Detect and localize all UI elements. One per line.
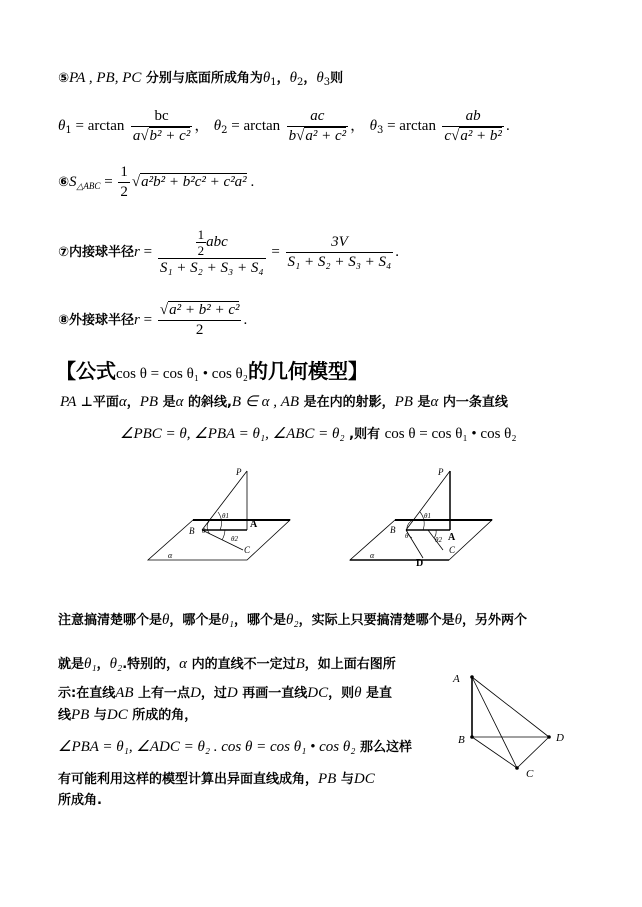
item8-line — [58, 298, 247, 343]
label-alpha: α — [370, 551, 375, 560]
r: r — [134, 244, 140, 260]
var: θ₂ — [109, 656, 123, 672]
var: θ — [454, 612, 462, 628]
theta: θ — [369, 118, 377, 134]
sub: 1 — [65, 125, 72, 136]
var: α — [179, 656, 188, 672]
theta: θ — [289, 70, 297, 86]
numerator: bc — [131, 107, 193, 127]
sep: ， — [276, 71, 290, 86]
sqrt-sign: √ — [131, 174, 141, 190]
label-A: A — [448, 532, 456, 543]
numerator: 3V — [286, 233, 394, 253]
var: DC — [307, 685, 329, 701]
numerator — [158, 227, 266, 259]
label-A: A — [453, 673, 460, 685]
numerator: ab — [442, 107, 504, 127]
var: PA — [60, 394, 77, 410]
angles: ∠PBC = θ, ∠PBA = θ₁, ∠ABC = θ₂ — [120, 426, 345, 442]
text: 是 — [412, 395, 431, 410]
label-alpha: α — [168, 551, 173, 560]
text: ，另外两个 — [462, 613, 528, 628]
sep: ， — [350, 118, 366, 134]
text: 就是 — [58, 657, 85, 672]
label-theta1: θ1 — [424, 512, 431, 520]
denominator: c√a² + b² — [444, 127, 502, 144]
fraction — [118, 163, 130, 202]
label-P: P — [236, 467, 242, 477]
figure-right — [340, 460, 520, 580]
item5-marker: ⑤ — [58, 71, 70, 86]
sep: ， — [194, 118, 210, 134]
text: ，过 — [200, 686, 227, 701]
radicand: a² + c² — [305, 127, 347, 144]
end: . — [505, 118, 510, 134]
fraction — [131, 107, 193, 146]
var: B — [295, 656, 305, 672]
text: 线 — [58, 708, 72, 723]
sub: 3 — [323, 77, 331, 88]
text: 的斜线, — [183, 395, 232, 410]
theta: θ — [316, 70, 324, 86]
S: S — [69, 174, 77, 190]
eq: = — [267, 244, 284, 260]
fraction — [158, 227, 266, 278]
denominator: b√a² + c² — [288, 127, 347, 144]
den-var: a — [132, 127, 141, 144]
text: 所成角. — [58, 793, 102, 808]
text: ，实际上只要搞清楚哪个是 — [298, 613, 455, 628]
label-B: B — [189, 526, 195, 536]
desc-line-1 — [60, 393, 508, 412]
eq: = — [100, 174, 117, 190]
var: AB — [115, 685, 134, 701]
figure-left — [140, 460, 320, 580]
item5-text: 分别与底面所成角为 — [145, 71, 263, 86]
var: D — [190, 685, 201, 701]
note-line-2 — [58, 655, 396, 674]
var: DC — [106, 707, 128, 723]
label-C: C — [244, 545, 251, 555]
edge-CD — [517, 737, 549, 768]
label-C: C — [449, 545, 456, 555]
formula: cos θ = cos θ₁ • cos θ₂ — [384, 426, 517, 442]
point-C — [515, 766, 519, 770]
text: 再画一直线 — [237, 686, 308, 701]
radicand: b² + c² — [149, 127, 191, 144]
var: θ₁ — [84, 656, 97, 672]
sub: 2 — [297, 77, 304, 88]
title-close: 的几何模型】 — [247, 359, 368, 383]
var: α — [175, 394, 184, 410]
var: PB — [139, 394, 159, 410]
theta: θ — [58, 118, 66, 134]
eq: = arctan — [71, 118, 125, 134]
fraction — [286, 233, 394, 272]
item7-label: 内接球半径 — [69, 245, 135, 260]
text: ，则 — [328, 686, 355, 701]
note-line-5 — [58, 738, 412, 757]
theta: θ — [213, 118, 222, 134]
item7-marker: ⑦ — [58, 245, 70, 260]
note-line-7 — [58, 791, 102, 810]
denominator: S₁ + S₂ + S₃ + S₄ — [159, 259, 264, 276]
label-D: D — [416, 558, 424, 569]
text: 与 — [336, 772, 354, 787]
fraction — [442, 107, 504, 146]
line-BD — [406, 530, 423, 558]
section-title — [56, 358, 368, 387]
text: ⊥平面 — [76, 395, 119, 410]
half-num: 1 — [197, 226, 205, 242]
theta: θ — [262, 70, 271, 86]
label-theta2: θ2 — [435, 536, 442, 544]
den-var: c — [444, 127, 452, 144]
text: 有可能利用这样的模型计算出异面直线成角， — [58, 772, 319, 787]
item6-line — [58, 162, 254, 206]
eq: = — [139, 244, 156, 260]
var: DC — [353, 771, 375, 787]
label-D: D — [556, 732, 564, 744]
var: θ — [354, 685, 362, 701]
end: . — [395, 244, 400, 260]
item5-vars: PA , PB, PC — [69, 70, 142, 86]
denominator: a√b² + c² — [132, 127, 191, 144]
var: α — [118, 394, 127, 410]
end: . — [243, 312, 248, 328]
var: α — [430, 394, 439, 410]
line-PB — [406, 471, 450, 530]
var: PB — [318, 771, 337, 787]
edge-AC — [472, 677, 517, 768]
sub: 1 — [270, 77, 277, 88]
half — [196, 227, 207, 258]
radicand: a² + b² — [460, 127, 502, 144]
denominator: 2 — [120, 183, 128, 200]
var: ∠PBA = θ₁, — [58, 739, 133, 755]
text: 是在内的射影， — [299, 395, 395, 410]
eq: = arctan — [383, 118, 436, 134]
label-A: A — [250, 519, 258, 530]
var: θ₁ — [221, 612, 234, 628]
numerator: √a² + b² + c² — [158, 301, 242, 321]
abc: abc — [206, 233, 228, 250]
title-open: 【公式 — [56, 359, 116, 383]
text: 内一条直线 — [438, 395, 508, 410]
eq: = — [139, 312, 156, 328]
var: B ∈ α , AB — [231, 394, 300, 410]
text: 是直 — [361, 686, 393, 701]
radicand: a²b² + b²c² + c²a² — [141, 174, 247, 190]
item8-marker: ⑧ — [58, 313, 70, 328]
item7-line — [58, 222, 399, 283]
desc-line-2 — [120, 425, 517, 444]
text: ，哪个是 — [169, 613, 222, 628]
text: 示:在直线 — [58, 686, 116, 701]
text: ,则有 — [344, 427, 385, 442]
sub: △ABC — [76, 181, 101, 191]
edge-AD — [472, 677, 549, 737]
figure-tetrahedron — [440, 660, 580, 780]
label-theta2: θ2 — [231, 535, 238, 543]
r: r — [134, 312, 140, 328]
label-theta: θ — [202, 527, 206, 535]
denominator: 2 — [195, 321, 204, 338]
fraction — [287, 107, 349, 146]
text: .特别的， — [122, 657, 180, 672]
label-B: B — [390, 525, 396, 535]
point-A — [470, 675, 474, 679]
label-C: C — [526, 768, 534, 780]
radicand: a² + b² + c² — [169, 301, 240, 318]
item5-tail: 则 — [330, 71, 344, 86]
sub: 2 — [221, 125, 228, 136]
arctan-formulas — [58, 106, 510, 151]
item5-line — [58, 69, 343, 92]
text: ， — [126, 395, 140, 410]
text: 是 — [158, 395, 176, 410]
item8-label: 外接球半径 — [69, 313, 135, 328]
den-var: b — [288, 127, 297, 144]
label-theta: θ — [405, 532, 409, 540]
note-line-4 — [58, 706, 197, 725]
title-formula: cos θ = cos θ₁ • cos θ₂ — [116, 366, 248, 382]
note-line-6 — [58, 770, 375, 789]
eq: = arctan — [227, 118, 281, 134]
numerator: ac — [287, 107, 349, 127]
var: θ — [162, 612, 170, 628]
text: 那么这样 — [355, 740, 412, 755]
item6-marker: ⑥ — [58, 175, 70, 190]
numerator: 1 — [118, 163, 130, 183]
fraction — [158, 301, 242, 340]
text: 注意搞清楚哪个是 — [58, 613, 163, 628]
label-P: P — [438, 467, 444, 477]
arc-theta2 — [222, 530, 225, 540]
formula: ∠ADC = θ₂ . cos θ = cos θ₁ • cos θ₂ — [132, 739, 356, 755]
text: ，哪个是 — [234, 613, 287, 628]
point-B — [470, 735, 474, 739]
label-B: B — [458, 734, 465, 746]
var: PB — [394, 394, 413, 410]
point-D — [547, 735, 551, 739]
text: 所成的角， — [127, 708, 198, 723]
half-den: 2 — [197, 242, 205, 258]
sep: ， — [303, 71, 317, 86]
sub: 3 — [376, 125, 384, 136]
note-line-1 — [58, 611, 527, 630]
text: 内的直线不一定过 — [187, 657, 296, 672]
end: . — [246, 174, 255, 190]
denominator: S₁ + S₂ + S₃ + S₄ — [287, 253, 392, 270]
label-theta1: θ1 — [222, 512, 229, 520]
text: ， — [96, 657, 110, 672]
text: 与 — [89, 708, 107, 723]
var: D — [226, 685, 238, 701]
text: 上有一点 — [133, 686, 191, 701]
text: ，如上面右图所 — [304, 657, 396, 672]
var: θ₂ — [286, 612, 299, 628]
var: PB — [71, 707, 90, 723]
note-line-3 — [58, 684, 392, 703]
edge-BC — [472, 737, 517, 768]
